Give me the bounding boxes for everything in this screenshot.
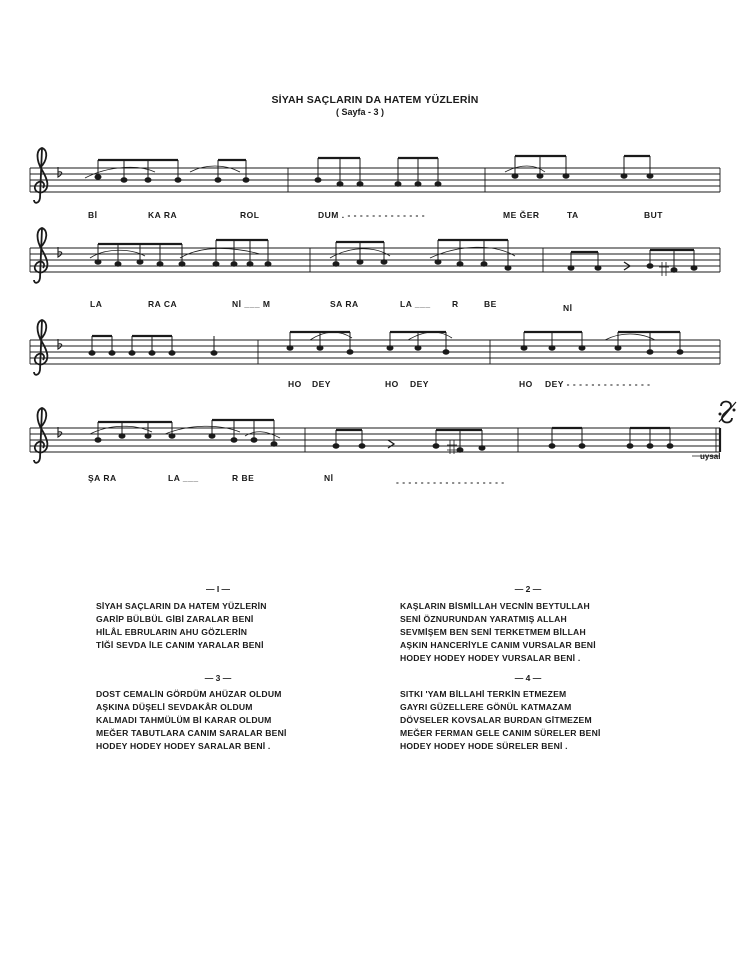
verse-line: AŞKINA DÜŞELİ SEVDAKÂR OLDUM bbox=[96, 702, 253, 712]
lyric-syllable: ROL bbox=[240, 210, 260, 220]
lyric-syllable: Nİ bbox=[563, 303, 573, 313]
verse-line: GARİP BÜLBÜL GİBİ ZARALAR BENİ bbox=[96, 614, 254, 624]
verse-number: — I — bbox=[205, 584, 231, 594]
lyric-syllable: TA bbox=[567, 210, 579, 220]
lyric-syllable: - - - - - - - - - - - - - - - - - - bbox=[396, 477, 505, 487]
song-title: SİYAH SAÇLARIN DA HATEM YÜZLERİN bbox=[271, 94, 479, 106]
verse-line: DÖVSELER KOVSALAR BURDAN GİTMEZEM bbox=[400, 715, 592, 725]
lyric-syllable: LA ___ bbox=[400, 299, 431, 309]
verse-line: HODEY HODEY HODEY SARALAR BENİ . bbox=[96, 741, 271, 751]
lyric-syllable: ŞA RA bbox=[88, 473, 117, 483]
verse-line: SITKI 'YAM BİLLAHİ TERKİN ETMEZEM bbox=[400, 689, 567, 699]
lyric-syllable: LA bbox=[90, 299, 103, 309]
lyric-syllable: SA RA bbox=[330, 299, 359, 309]
lyric-syllable: DUM . - - - - - - - - - - - - - bbox=[318, 210, 426, 220]
verse-line: HODEY HODEY HODE SÜRELER BENİ . bbox=[400, 741, 568, 751]
verse-line: SİYAH SAÇLARIN DA HATEM YÜZLERİN bbox=[96, 601, 267, 611]
verse-number: — 3 — bbox=[204, 673, 232, 683]
staff-4 bbox=[30, 402, 736, 463]
verse-line: HİLÂL EBRULARIN AHU GÖZLERİN bbox=[96, 627, 248, 637]
lyric-syllable: LA ___ bbox=[168, 473, 199, 483]
lyric-syllable: R BE bbox=[232, 473, 255, 483]
verse-number: — 2 — bbox=[514, 584, 542, 594]
segno-icon bbox=[719, 402, 737, 423]
verse-number: — 4 — bbox=[514, 673, 542, 683]
lyric-syllable: HO bbox=[288, 379, 302, 389]
staff-3 bbox=[30, 320, 720, 375]
verse-line: MEĞER FERMAN GELE CANIM SÜRELER BENİ bbox=[400, 728, 601, 738]
lyric-syllable: KA RA bbox=[148, 210, 178, 220]
lyric-syllable: HO bbox=[519, 379, 533, 389]
lyric-syllable: Nİ ___ M bbox=[232, 299, 271, 309]
verse-line: MEĞER TABUTLARA CANIM SARALAR BENİ bbox=[96, 728, 287, 738]
verse-line: TİĞİ SEVDA İLE CANIM YARALAR BENİ bbox=[96, 640, 264, 650]
verse-line: DOST CEMALİN GÖRDÜM AHÜZAR OLDUM bbox=[96, 689, 282, 699]
verse-line: KALMADI TAHMÜLÜM Bİ KARAR OLDUM bbox=[96, 715, 272, 725]
verse-line: GAYRI GÜZELLERE GÖNÜL KATMAZAM bbox=[400, 702, 572, 712]
staff-1 bbox=[30, 148, 720, 203]
lyric-syllable: DEY - - - - - - - - - - - - - - bbox=[545, 379, 651, 389]
page-reference: ( Sayfa - 3 ) bbox=[335, 107, 384, 117]
verse-line: SENİ ÖZNURUNDAN YARATMIŞ ALLAH bbox=[400, 614, 567, 624]
lyric-syllable: Bİ bbox=[88, 210, 98, 220]
verse-line: AŞKIN HANCERİYLE CANIM VURSALAR BENİ bbox=[400, 640, 596, 650]
lyric-syllable: RA CA bbox=[148, 299, 178, 309]
verse-line: SEVMİŞEM BEN SENİ TERKETMEM BİLLAH bbox=[400, 627, 586, 637]
staff-2 bbox=[30, 228, 720, 283]
lyric-syllable: BE bbox=[484, 299, 497, 309]
verse-line: HODEY HODEY HODEY VURSALAR BENİ . bbox=[400, 653, 581, 663]
lyric-syllable: DEY bbox=[410, 379, 429, 389]
segno-note: uysal bbox=[700, 452, 721, 461]
lyric-syllable: DEY bbox=[312, 379, 331, 389]
lyric-syllable: HO bbox=[385, 379, 399, 389]
lyric-syllable: BUT bbox=[644, 210, 663, 220]
verse-line: KAŞLARIN BİSMİLLAH VECNİN BEYTULLAH bbox=[400, 601, 590, 611]
lyric-syllable: ME ĞER bbox=[503, 210, 540, 220]
lyric-syllable: R bbox=[452, 299, 459, 309]
lyric-syllable: Nİ bbox=[324, 473, 334, 483]
